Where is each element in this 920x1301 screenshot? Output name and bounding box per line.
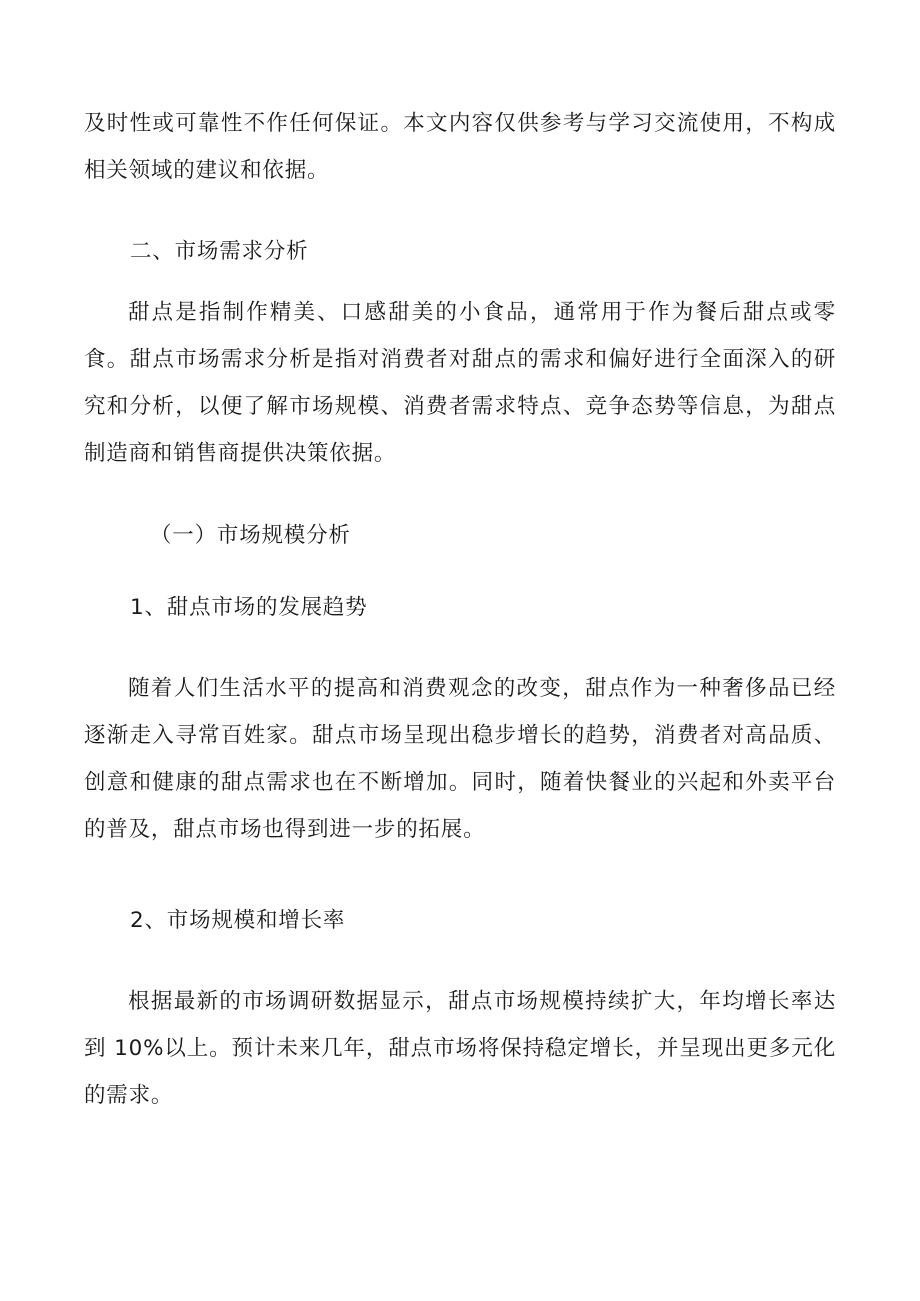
subsection-heading: （一）市场规模分析 [150,523,351,548]
item2-heading: 2、市场规模和增长率 [130,908,346,933]
item1-heading: 1、甜点市场的发展趋势 [130,595,368,620]
intro-paragraph: 甜点是指制作精美、口感甜美的小食品，通常用于作为餐后甜点或零食。甜点市场需求分析是指对消费者对甜点的需求和偏好进行全面深入的研究和分析，以便了解市场规模、消费者需求特点、竞争态势等信息，为甜点制造商和销售商提供决策依据。 [84,300,836,466]
section-heading: 二、市场需求分析 [130,239,309,264]
item2-paragraph: 根据最新的市场调研数据显示，甜点市场规模持续扩大，年均增长率达到 10%以上。预计未来几年，甜点市场将保持稳定增长，并呈现出更多元化的需求。 [84,989,836,1108]
item1-paragraph: 随着人们生活水平的提高和消费观念的改变，甜点作为一种奢侈品已经逐渐走入寻常百姓家。甜点市场呈现出稳步增长的趋势，消费者对高品质、创意和健康的甜点需求也在不断增加。同时，随着快餐业的兴起和外卖平台的普及，甜点市场也得到进一步的拓展。 [84,676,836,842]
carryover-paragraph: 及时性或可靠性不作任何保证。本文内容仅供参考与学习交流使用，不构成相关领域的建议和依据。 [84,111,836,183]
